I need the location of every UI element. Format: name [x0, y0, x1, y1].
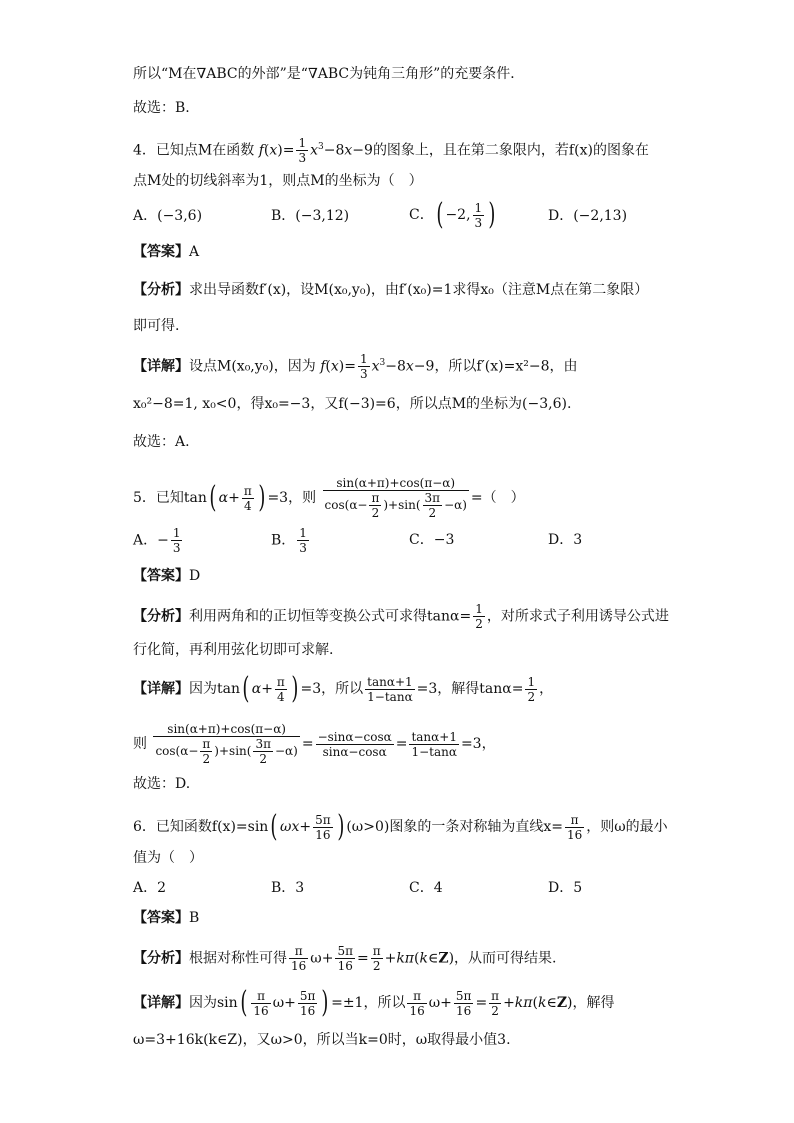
detail-line: 【详解】设点M(x₀,y₀)，因为 f(x)= $\frac{1}{3}$ $x^3-8x-9$，所以f′(x)=x²−8，由 — [133, 352, 578, 381]
text-line: 即可得. — [133, 318, 180, 334]
text-line: 故选：B. — [133, 100, 190, 116]
text-line: 值为（ ） — [133, 850, 203, 866]
text-line: 行化简，再利用弦化切即可求解. — [133, 642, 334, 658]
option-c: C．−3 — [409, 532, 455, 548]
text-line: ω=3+16k(k∈Z)，又ω>0，所以当k=0时，ω取得最小值3. — [133, 1032, 511, 1048]
question-4: 4．已知点M在函数 f(x)= $\frac{1}{3}$ $x^3-8x-9$的图象上，且在第二象限内，若f(x)的图象在 — [133, 136, 649, 165]
option-d: D．3 — [548, 532, 583, 548]
analysis-line: 【分析】利用两角和的正切恒等变换公式可求得tanα= $\frac{1}{2}$ ，对所求式子利用诱导公式进 — [133, 602, 669, 631]
option-d: D．5 — [548, 880, 583, 896]
option-a: A．2 — [133, 880, 167, 896]
option-b: B．3 — [271, 880, 305, 896]
option-a: A．(−3,6) — [133, 208, 203, 224]
answer-line: 【答案】A — [133, 244, 200, 260]
question-5: 5．已知tan( α+ $\frac{\pi}{4}$ ) =3，则 sin(α+π)+cos(π−α) cos(α− $\frac{\pi}{2}$ )+sin( $\frac{3\pi}{2}$ −α) =（ ） — [133, 476, 525, 520]
text-line: x₀²−8=1, x₀<0，得x₀=−3，又f(−3)=6，所以点M的坐标为(−3,6). — [133, 396, 572, 412]
text-line: 故选：D. — [133, 776, 191, 792]
detail-line: 【详解】因为sin( $\frac{\pi}{16}$ ω+ $\frac{5\pi}{16}$ ) =±1，所以 $\frac{\pi}{16}$ ω+ $\frac{5\pi}{16}$ = $\frac{\pi}{2}$ +kπ(k∈Z)，解得 — [133, 985, 615, 1020]
text-line: 所以“M在∇ABC的外部”是“∇ABC为钝角三角形”的充要条件． — [133, 66, 525, 82]
option-b: B．(−3,12) — [271, 208, 350, 224]
answer-line: 【答案】D — [133, 568, 201, 584]
detail-line: 【详解】因为tan( α+ $\frac{\pi}{4}$ ) =3，所以 $\frac{\tan\alpha+1}{1-\tan\alpha}$ =3，解得tanα= $\frac{1}{2}$ ， — [133, 671, 554, 706]
option-d: D．(−2,13) — [548, 208, 628, 224]
question-6: 6．已知函数f(x)=sin( ωx+ $\frac{5\pi}{16}$ ) (ω>0)图象的一条对称轴为直线x= $\frac{\pi}{16}$ ，则ω的最小 — [133, 809, 668, 844]
detail-line-2: 则 sin(α+π)+cos(π−α) cos(α− $\frac{\pi}{2}$ )+sin( $\frac{3\pi}{2}$ −α) = $\frac{-\sin\alpha-\cos\alpha}{\sin\alpha-\cos\alpha}$ = $\frac{\tan\alpha+1}{1-\tan\alpha}$ =3， — [133, 722, 496, 766]
option-b: B． $\frac{1}{3}$ — [271, 526, 307, 555]
option-a: A．− $\frac{1}{3}$ — [133, 526, 181, 555]
text-line: 故选：A. — [133, 434, 190, 450]
option-c: C．4 — [409, 880, 443, 896]
answer-line: 【答案】B — [133, 910, 200, 926]
text-line: 点M处的切线斜率为1，则点M的坐标为（ ） — [133, 173, 423, 189]
analysis-line: 【分析】求出导函数f′(x)，设M(x₀,y₀)，由f′(x₀)=1求得x₀（注意M点在第二象限） — [133, 282, 649, 298]
analysis-line: 【分析】根据对称性可得 $\frac{\pi}{16}$ ω+ $\frac{5\pi}{16}$ = $\frac{\pi}{2}$ +kπ(k∈Z)，从而可得结果. — [133, 944, 557, 973]
option-c: C．( −2, $\frac{1}{3}$ ) — [409, 197, 496, 232]
